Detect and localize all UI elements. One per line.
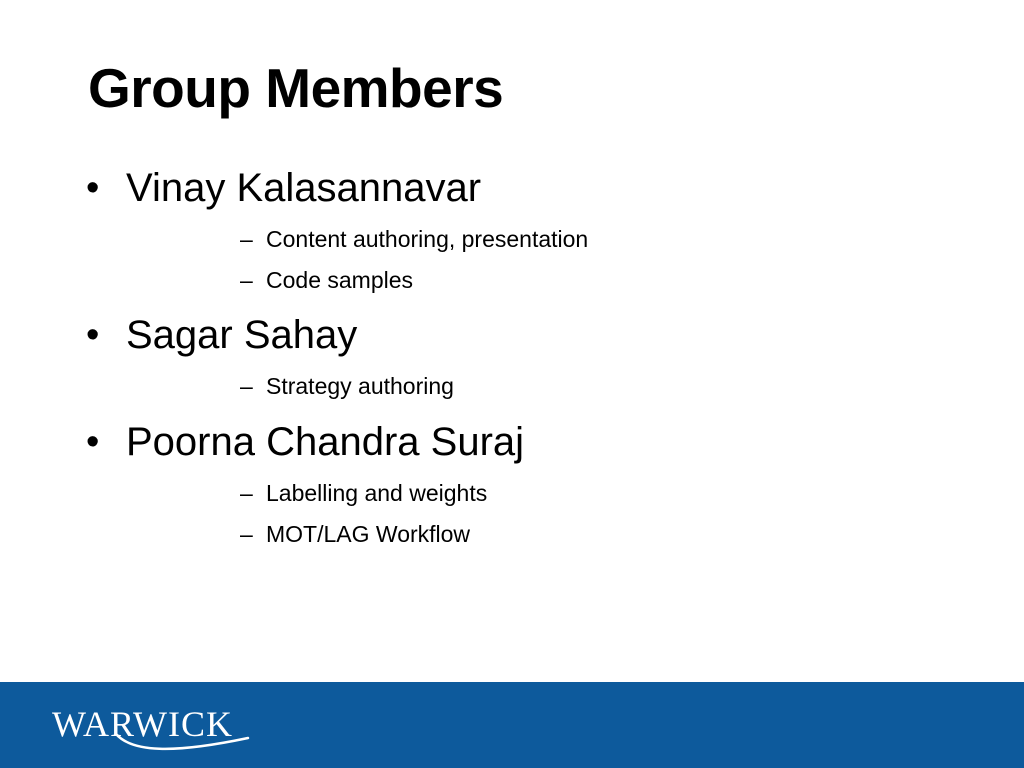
- bullet-item: [86, 417, 524, 467]
- footer-bar: [0, 682, 1024, 768]
- sub-bullet-item: [240, 224, 588, 254]
- member-role: MOT/LAG Workflow: [266, 521, 471, 547]
- sub-bullet-item: [240, 519, 470, 549]
- sub-bullet-item: [240, 371, 454, 401]
- sub-bullet-marker: –: [240, 521, 253, 547]
- bullet-item: [86, 163, 481, 213]
- sub-bullet-item: [240, 265, 413, 295]
- sub-bullet-marker: –: [240, 373, 253, 399]
- sub-bullet-item: [240, 478, 487, 508]
- member-name: Poorna Chandra Suraj: [126, 420, 525, 464]
- sub-bullet-marker: –: [240, 480, 253, 506]
- bullet-item: [86, 310, 357, 360]
- member-role: Labelling and weights: [266, 480, 488, 506]
- member-role: Strategy authoring: [266, 373, 454, 399]
- bullet-marker: •: [86, 167, 100, 209]
- member-role: Code samples: [266, 267, 414, 293]
- bullet-marker: •: [86, 421, 100, 463]
- slide-title: Group Members: [88, 57, 504, 119]
- bullet-marker: •: [86, 314, 100, 356]
- member-name: Vinay Kalasannavar: [126, 166, 482, 210]
- logo-swoosh-icon: [112, 730, 252, 754]
- member-name: Sagar Sahay: [126, 313, 358, 357]
- warwick-logo: [52, 696, 292, 756]
- sub-bullet-marker: –: [240, 226, 253, 252]
- sub-bullet-marker: –: [240, 267, 253, 293]
- logo-wordmark: WARWICK: [52, 704, 233, 744]
- member-role: Content authoring, presentation: [266, 226, 589, 252]
